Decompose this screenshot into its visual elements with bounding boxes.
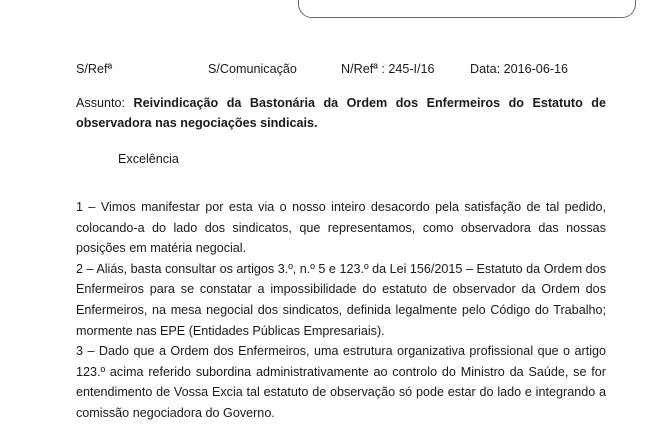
- s-ref-label: S/Refª: [76, 62, 113, 76]
- recipient-address-box: [298, 0, 636, 18]
- date-label: Data: 2016-06-16: [470, 62, 569, 76]
- n-ref-label: N/Refª : 245-I/16: [341, 62, 435, 76]
- paragraph-2: 2 – Aliás, basta consultar os artigos 3.º, n.º 5 e 123.º da Lei 156/2015 – Estatuto da Ordem dos Enfermeiros para se constatar a impossibilidade do estatuto de observador da Ordem dos Enfermeiros, na mesa negocial dos sindicatos, definida legalmente pelo Código do Trabalho; mormente nas EPE (Entidades Públicas Empresariais).: [76, 261, 606, 338]
- reference-line: [0, 62, 649, 78]
- subject-label: Assunto:: [76, 96, 126, 110]
- s-comunicacao-label: S/Comunicação: [208, 62, 297, 76]
- salutation: Excelência: [118, 152, 179, 166]
- paragraph-1: 1 – Vimos manifestar por esta via o nosso inteiro desacordo pela satisfação de tal pedido, colocando-a do lado dos sindicatos, que representamos, como observadora das nossas posições em matéria negocial.: [76, 200, 606, 256]
- paragraph-3: 3 – Dado que a Ordem dos Enfermeiros, uma estrutura organizativa profissional que o artigo 123.º acima referido subordina administrativamente ao controlo do Ministro da Saúde, se for entendimento de Vossa Excia tal estatuto de observação só pode estar do lado e integrando a comissão negociadora do Governo.: [76, 344, 606, 420]
- subject-text: Reivindicação da Bastonária da Ordem dos Enfermeiros do Estatuto de observadora nas negociações sindicais.: [76, 96, 607, 130]
- letter-body: [76, 197, 606, 424]
- subject-block: [76, 93, 606, 133]
